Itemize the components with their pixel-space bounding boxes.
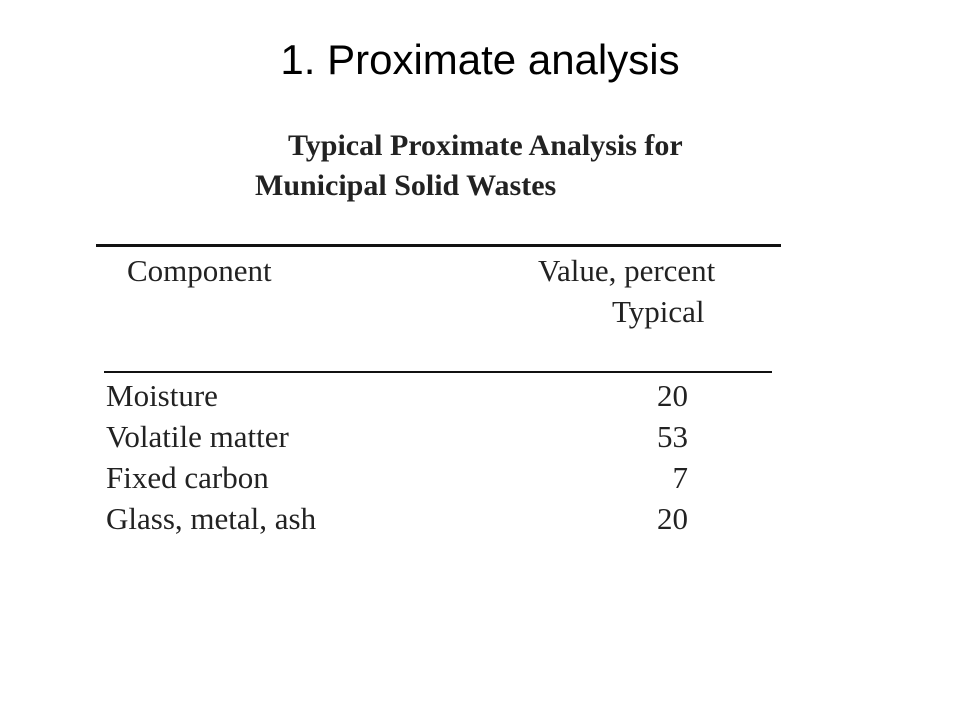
column-header-typical: Typical [612, 294, 705, 329]
row-value-moisture: 20 [657, 378, 688, 413]
row-label-glass-metal-ash: Glass, metal, ash [106, 501, 317, 536]
table-top-rule [96, 244, 781, 247]
table-caption-line-2: Municipal Solid Wastes [255, 169, 557, 202]
table-row [106, 375, 706, 416]
table-row [106, 457, 706, 498]
table-header-rule [104, 371, 772, 373]
table-caption [255, 126, 815, 206]
row-value-fixed-carbon: 7 [672, 460, 688, 495]
table-caption-line-1: Typical Proximate Analysis for [288, 129, 683, 162]
table-row [106, 498, 706, 539]
column-header-value: Value, percent [538, 253, 716, 288]
row-label-fixed-carbon: Fixed carbon [106, 460, 269, 495]
column-header-component: Component [127, 253, 272, 288]
table-body [106, 375, 706, 539]
row-label-volatile-matter: Volatile matter [106, 419, 289, 454]
slide-title: 1. Proximate analysis [280, 36, 680, 83]
row-label-moisture: Moisture [106, 378, 218, 413]
row-value-volatile-matter: 53 [657, 419, 688, 454]
row-value-glass-metal-ash: 20 [657, 501, 688, 536]
table-row [106, 416, 706, 457]
